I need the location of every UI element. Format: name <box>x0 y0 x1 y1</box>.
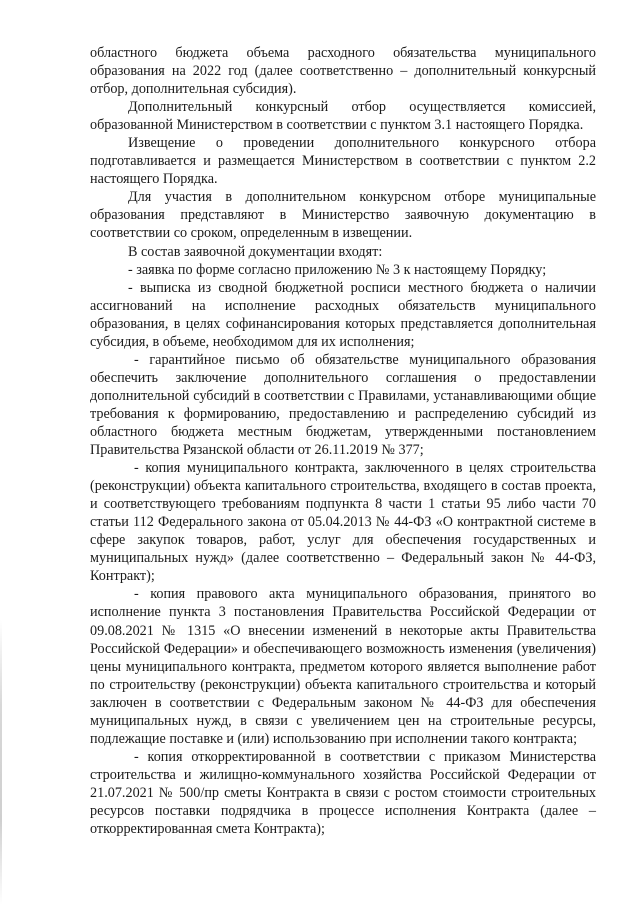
paragraph-commission: Дополнительный конкурсный отбор осуществляется комиссией, образованной Министерством в соответствии с пунктом 3.1 настоящего Порядка. <box>90 99 596 134</box>
paragraph-continuation: областного бюджета объема расходного обязательства муниципального образования на 2022 год (далее соответственно – дополнительный конкурсный отбор, дополнительная субсидия). <box>90 45 596 98</box>
list-item-legal-act-copy: - копия правового акта муниципального образования, принятого во исполнение пункта 3 постановления Правительства Российской Федерации от 09.08.2021 № 1315 «О внесении изменений в некоторые акты Правительства Российской Федерации» и обеспечивающего возможность изменения (увеличения) цены муниципального контракта, предметом которого является выполнение работ по строительству (реконструкции) объекта капитального строительства и который заключен в соответствии с Федеральным законом № 44-ФЗ для обеспечения муниципальных нужд, в связи с увеличением цен на строительные ресурсы, подлежащие поставке и (или) использованию при исполнении такого контракта; <box>90 586 596 747</box>
paragraph-notice: Извещение о проведении дополнительного конкурсного отбора подготавливается и размещается Министерством в соответствии с пунктом 2.2 настоящего Порядка. <box>90 135 596 188</box>
list-item-guarantee-letter: - гарантийное письмо об обязательстве муниципального образования обеспечить заключение дополнительного соглашения о предоставлении дополнительной субсидий в соответствии с Правилами, устанавливающими общие требования к формированию, предоставлению и распределению субсидий из областного бюджета местным бюджетам, утвержденными постановлением Правительства Рязанской области от 26.11.2019 № 377; <box>90 351 596 459</box>
paragraph-participation: Для участия в дополнительном конкурсном отборе муниципальные образования представляют в Министерство заявочную документацию в соответствии со сроком, определенным в извещении. <box>90 189 596 242</box>
list-item-contract-copy: - копия муниципального контракта, заключенного в целях строительства (реконструкции) объекта капитального строительства, входящего в состав проекта, и соответствующего требованиям подпункта 8 части 1 статьи 95 либо части 70 статьи 112 Федерального закона от 05.04.2013 № 44-ФЗ «О контрактной системе в сфере закупок товаров, работ, услуг для обеспечения государственных и муниципальных нужд» (далее соответственно – Федеральный закон № 44-ФЗ, Контракт); <box>90 460 596 585</box>
list-item-application: - заявка по форме согласно приложению № 3 к настоящему Порядку; <box>128 261 547 278</box>
list-item-estimate-copy: - копия откорректированной в соответствии с приказом Министерства строительства и жилищно-коммунального хозяйства Российской Федерации от 21.07.2021 № 500/пр сметы Контракта в связи с ростом стоимости строительных ресурсов поставки подрядчика в процессе исполнения Контракта (далее – откорректированная смета Контракта); <box>90 748 596 838</box>
list-item-budget-extract: - выписка из сводной бюджетной росписи местного бюджета о наличии ассигнований на исполнение расходных обязательств муниципального образования, в целях софинансирования которых представляется дополнительная субсидия, в объеме, необходимом для их исполнения; <box>90 279 596 350</box>
document-body <box>90 44 596 838</box>
scan-edge-shadow <box>0 620 2 905</box>
paragraph-list-intro: В состав заявочной документации входят: <box>128 243 383 260</box>
